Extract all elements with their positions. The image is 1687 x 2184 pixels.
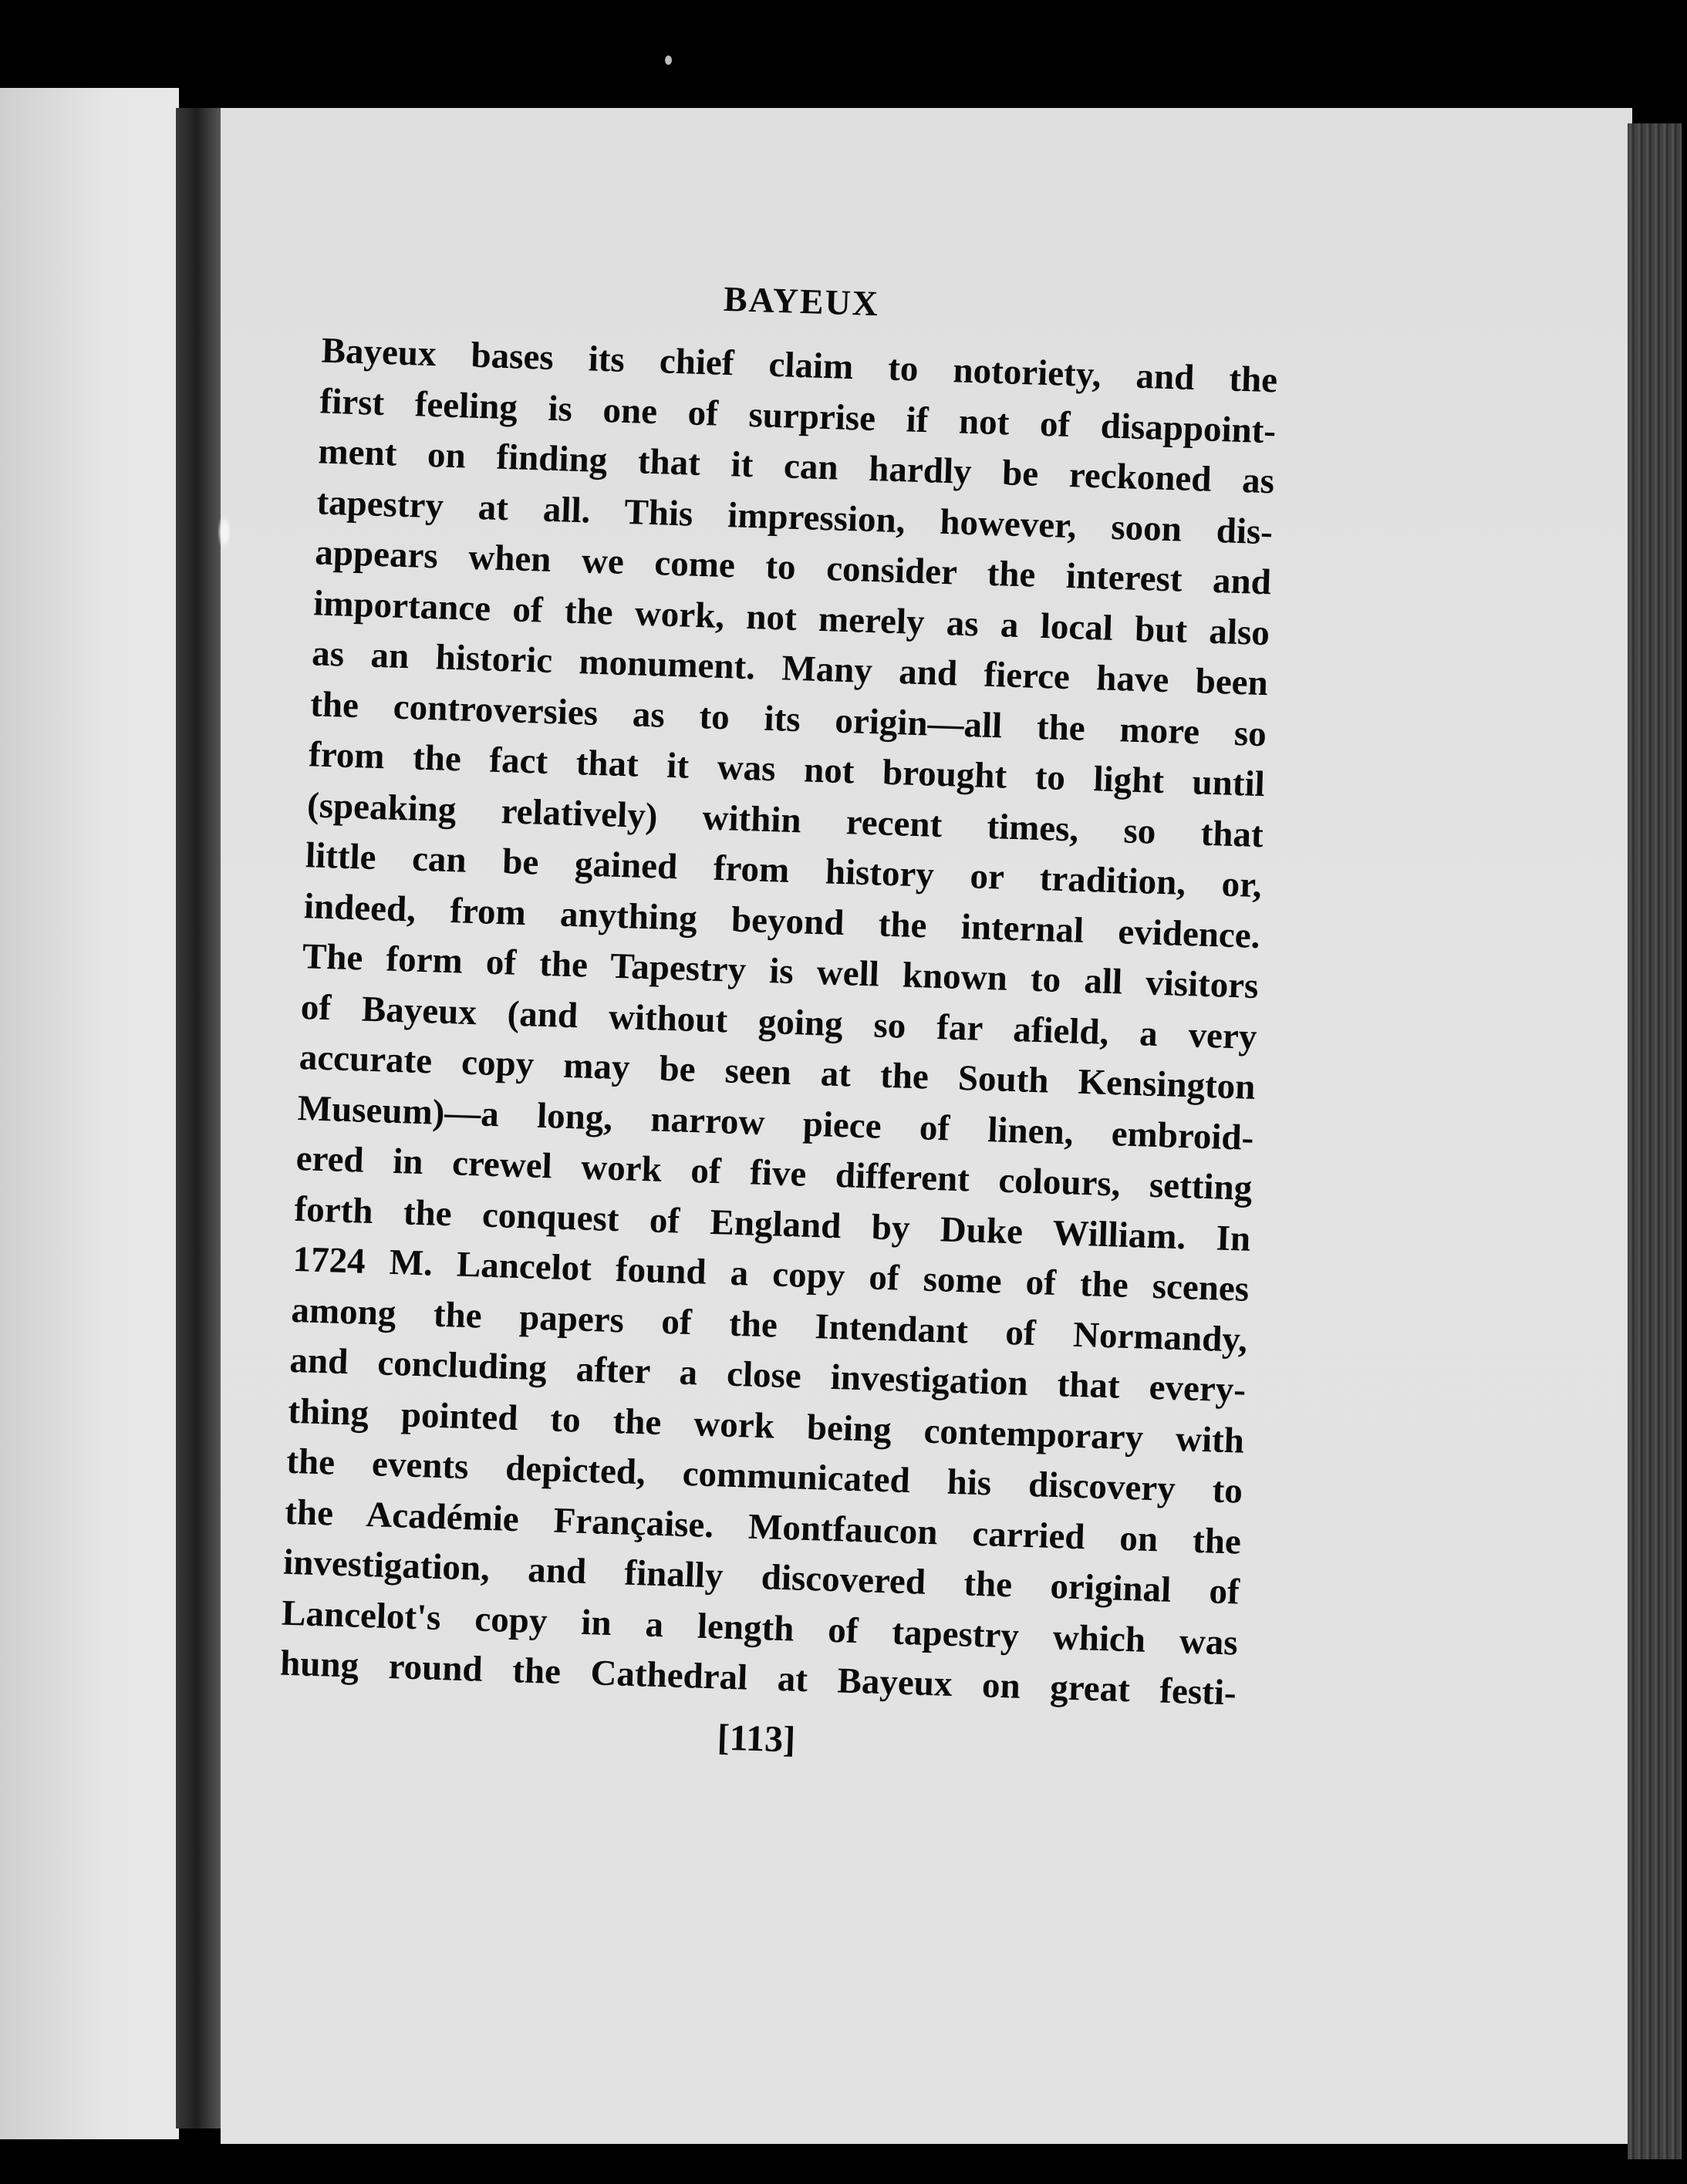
text-line: tapestry at all. This impression, however, soon dis- [315,481,1274,552]
text-line: forth the conquest of England by Duke William. In [293,1188,1251,1259]
text-line: the events depicted, communicated his discovery to [285,1441,1243,1512]
text-line: from the fact that it was not brought to light until [308,734,1266,805]
text-line: investigation, and finally discovered the original of [282,1542,1240,1613]
text-line: (speaking relatively) within recent times, so that [306,784,1264,855]
text-line: as an historic monument. Many and fierce have been [311,633,1269,704]
text-line: ment on finding that it can hardly be reckoned as [317,431,1275,502]
text-line: Lancelot's copy in a length of tapestry which was [281,1592,1239,1663]
left-page [0,88,179,2139]
text-line: accurate copy may be seen at the South Kensington [299,1037,1257,1107]
text-line: little can be gained from history or tradition, or, [305,835,1263,906]
text-line: indeed, from anything beyond the internal evidence. [303,885,1261,956]
text-line: hung round the Cathedral at Bayeux on great festi- [279,1643,1237,1714]
dust-speck [665,56,672,65]
text-line: importance of the work, not merely as a local but also [312,582,1270,653]
text-line: and concluding after a close investigation that every- [288,1340,1247,1410]
page-heading: BAYEUX [723,278,880,324]
text-line: thing pointed to the work being contemporary with [287,1390,1245,1461]
text-line: The form of the Tapestry is well known to all visitors [302,936,1260,1007]
text-line: appears when we come to consider the interest and [314,532,1272,603]
body-text [279,325,1278,1719]
margin-mark [218,514,231,551]
page-text-block [275,263,1280,1881]
text-line: 1724 M. Lancelot found a copy of some of the scenes [292,1239,1250,1309]
text-line: the controversies as to its origin—all the more so [309,683,1267,754]
text-line: Museum)—a long, narrow piece of linen, embroid- [297,1087,1255,1158]
page-number: [113] [716,1716,796,1761]
text-line: of Bayeux (and without going so far afield, a very [300,986,1258,1057]
text-line: Bayeux bases its chief claim to notoriety, and the [320,330,1278,401]
text-line: ered in crewel work of five different colours, setting [295,1138,1253,1208]
page-edges [1628,123,1682,2159]
text-line: among the papers of the Intendant of Normandy, [290,1289,1248,1360]
text-line: first feeling is one of surprise if not of disappoint- [319,380,1277,451]
book-gutter [176,108,222,2128]
text-line: the Académie Française. Montfaucon carried on the [284,1491,1242,1562]
